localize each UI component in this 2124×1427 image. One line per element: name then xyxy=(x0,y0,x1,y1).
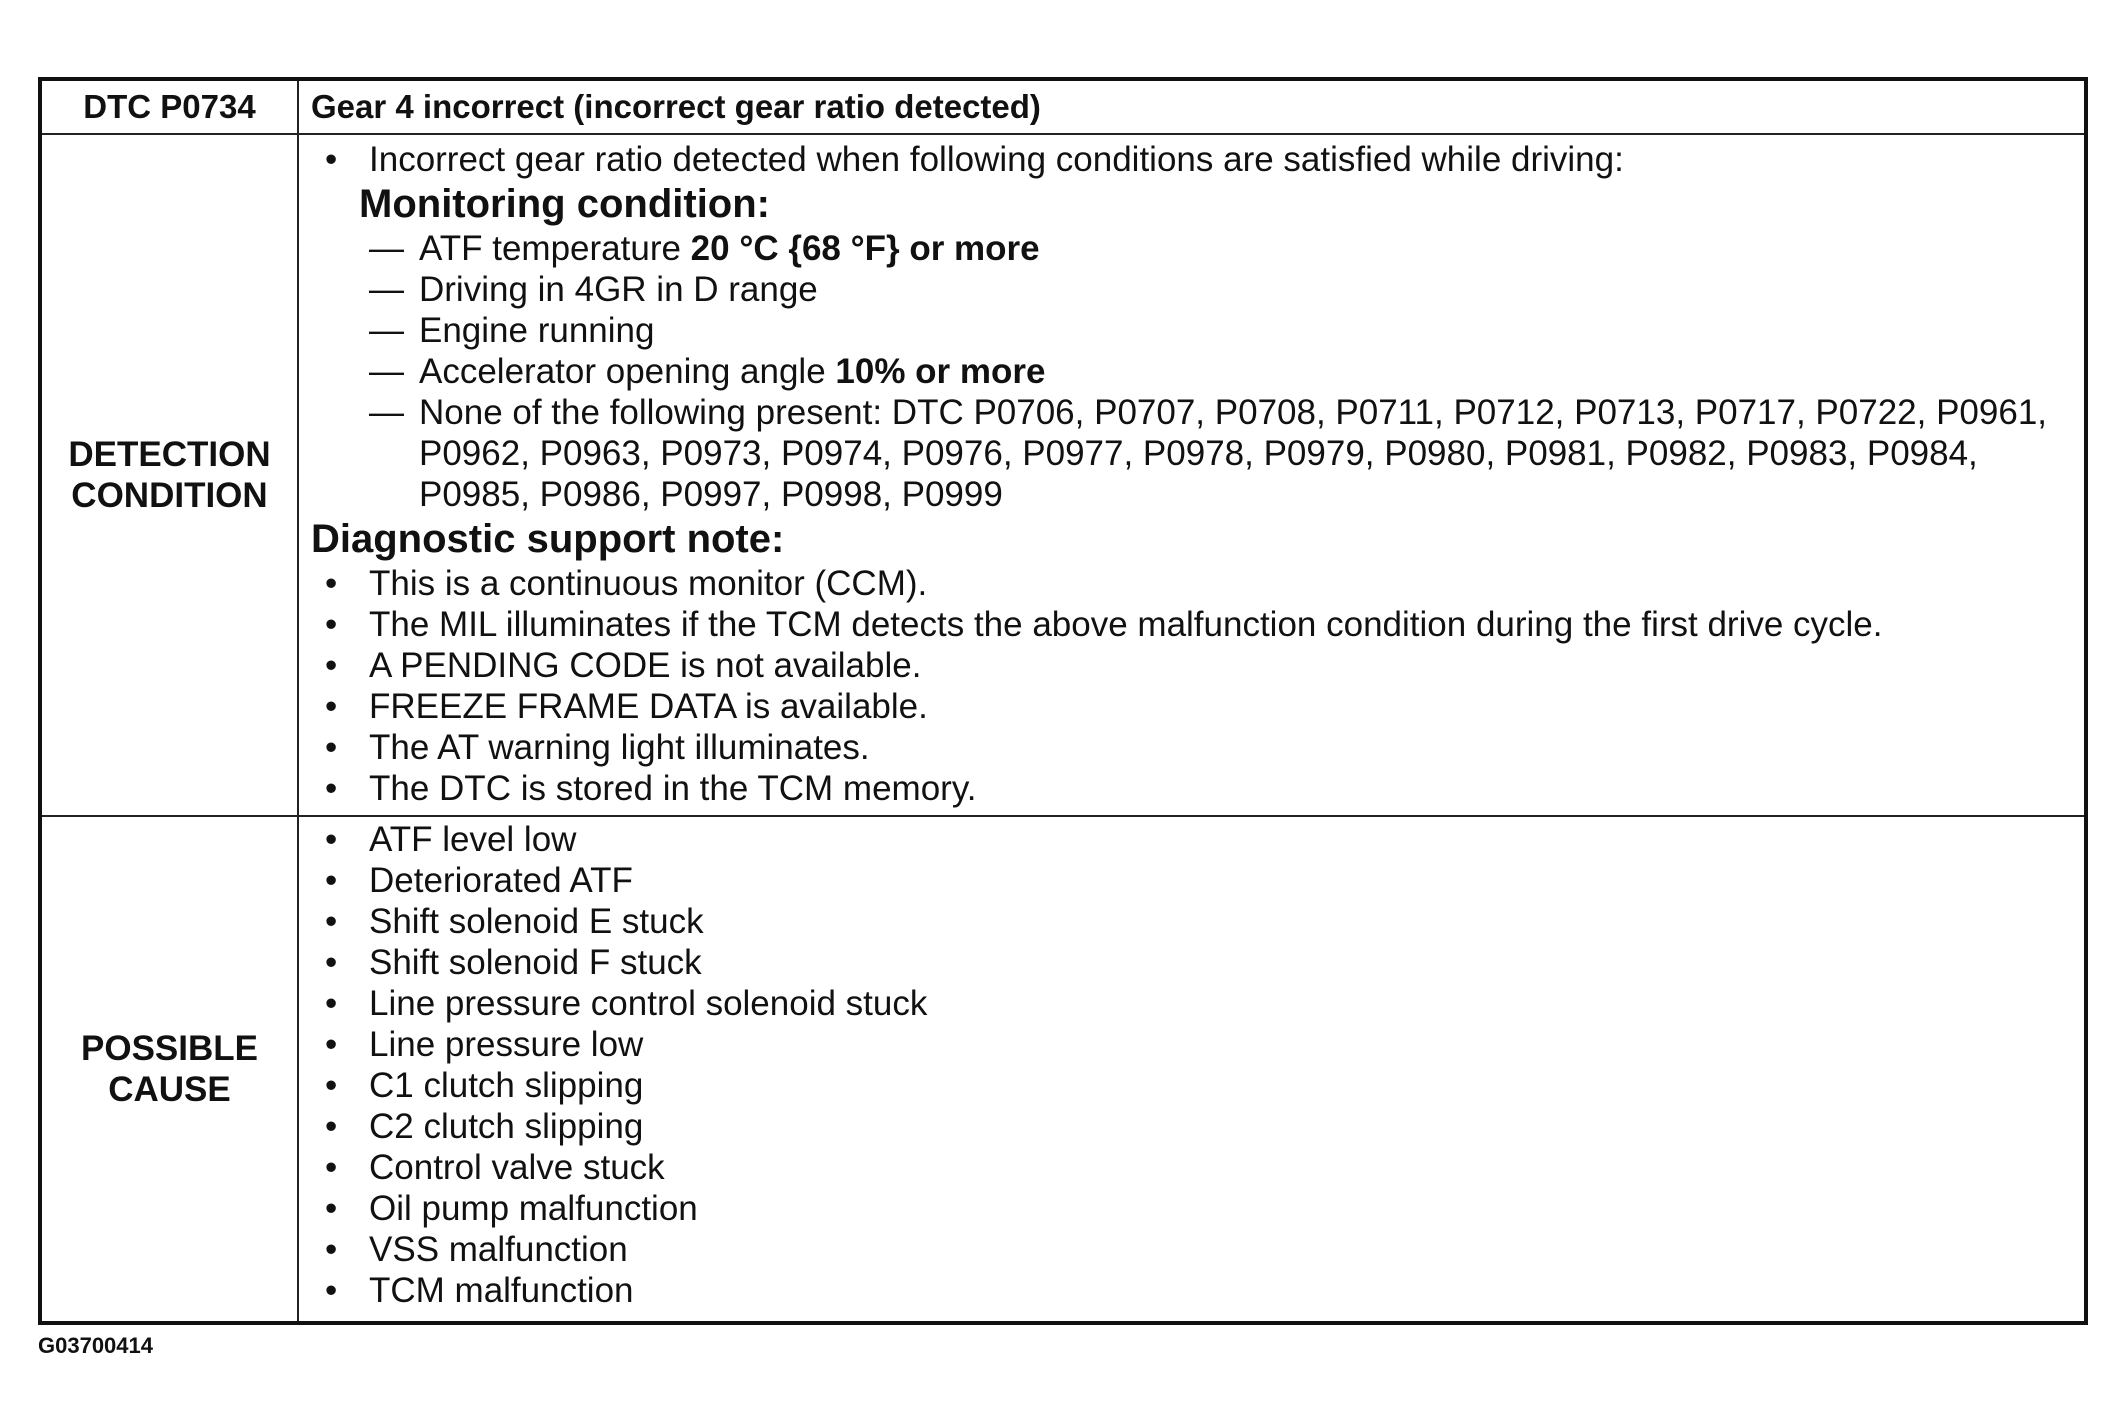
detection-condition-label xyxy=(40,134,298,816)
possible-cause-item: • ATF level low xyxy=(311,819,2074,860)
monitoring-condition-text: Driving in 4GR in D range xyxy=(419,270,818,309)
support-heading: Diagnostic support note: xyxy=(311,517,785,561)
monitoring-condition-text: None of the following present: DTC P0706, P0707, P0708, P0711, P0712, P0713, P0717, P0722, P0961, P0962, P0963, P0973, P0974, P0976, P0977, P0978, P0979, P0980, P0981, P0982, P0983, P0984, P0985, P0986, P0997, P0998, P0999 xyxy=(419,393,2048,514)
possible-cause-item: • Shift solenoid F stuck xyxy=(311,942,2074,983)
possible-cause-item: • TCM malfunction xyxy=(311,1270,2074,1311)
dtc-title: Gear 4 incorrect (incorrect gear ratio detected) xyxy=(298,79,2086,134)
possible-cause-row xyxy=(40,816,2086,1323)
monitoring-list xyxy=(311,228,2074,515)
possible-cause-item: • C2 clutch slipping xyxy=(311,1106,2074,1147)
possible-cause-item: • VSS malfunction xyxy=(311,1229,2074,1270)
support-notes-list xyxy=(311,563,2074,809)
possible-cause-content xyxy=(298,816,2086,1323)
monitoring-condition-item xyxy=(311,310,2074,351)
detection-condition-row xyxy=(40,134,2086,816)
support-note-item: • The DTC is stored in the TCM memory. xyxy=(311,768,2074,809)
dtc-table xyxy=(38,77,2088,1325)
possible-cause-item: • Control valve stuck xyxy=(311,1147,2074,1188)
monitoring-condition-item xyxy=(311,392,2074,515)
support-note-item: • The MIL illuminates if the TCM detects the above malfunction condition during the first drive cycle. xyxy=(311,604,2074,645)
possible-cause-item: • Deteriorated ATF xyxy=(311,860,2074,901)
monitoring-condition-item xyxy=(311,228,2074,269)
monitoring-condition-threshold: 10% or more xyxy=(835,352,1046,391)
monitoring-condition-item xyxy=(311,351,2074,392)
support-note-item: • A PENDING CODE is not available. xyxy=(311,645,2074,686)
cause-label-line2: CAUSE xyxy=(108,1070,231,1109)
detection-intro: • Incorrect gear ratio detected when following conditions are satisfied while driving: xyxy=(311,139,2074,180)
header-row xyxy=(40,79,2086,134)
detection-label-line2: CONDITION xyxy=(71,476,268,515)
monitoring-condition-threshold: 20 °C {68 °F} or more xyxy=(690,229,1040,268)
possible-cause-item: • Line pressure control solenoid stuck xyxy=(311,983,2074,1024)
detection-condition-content xyxy=(298,134,2086,816)
dtc-code: DTC P0734 xyxy=(40,79,298,134)
figure-id: G03700414 xyxy=(38,1333,153,1358)
support-note-item: • The AT warning light illuminates. xyxy=(311,727,2074,768)
monitoring-condition-item xyxy=(311,269,2074,310)
support-note-item: • This is a continuous monitor (CCM). xyxy=(311,563,2074,604)
support-note-item: • FREEZE FRAME DATA is available. xyxy=(311,686,2074,727)
monitoring-condition-text: Engine running xyxy=(419,311,655,350)
possible-cause-label xyxy=(40,816,298,1323)
monitoring-condition-text: ATF temperature xyxy=(419,229,691,268)
possible-cause-item: • Oil pump malfunction xyxy=(311,1188,2074,1229)
cause-label-line1: POSSIBLE xyxy=(81,1029,258,1068)
monitoring-heading: Monitoring condition: xyxy=(359,182,770,226)
possible-cause-item: • Shift solenoid E stuck xyxy=(311,901,2074,942)
detection-intro-list xyxy=(311,139,2074,180)
possible-cause-item: • Line pressure low xyxy=(311,1024,2074,1065)
monitoring-condition-text: Accelerator opening angle xyxy=(419,352,836,391)
possible-cause-item: • C1 clutch slipping xyxy=(311,1065,2074,1106)
possible-cause-list xyxy=(311,819,2074,1311)
detection-label-line1: DETECTION xyxy=(68,435,271,474)
